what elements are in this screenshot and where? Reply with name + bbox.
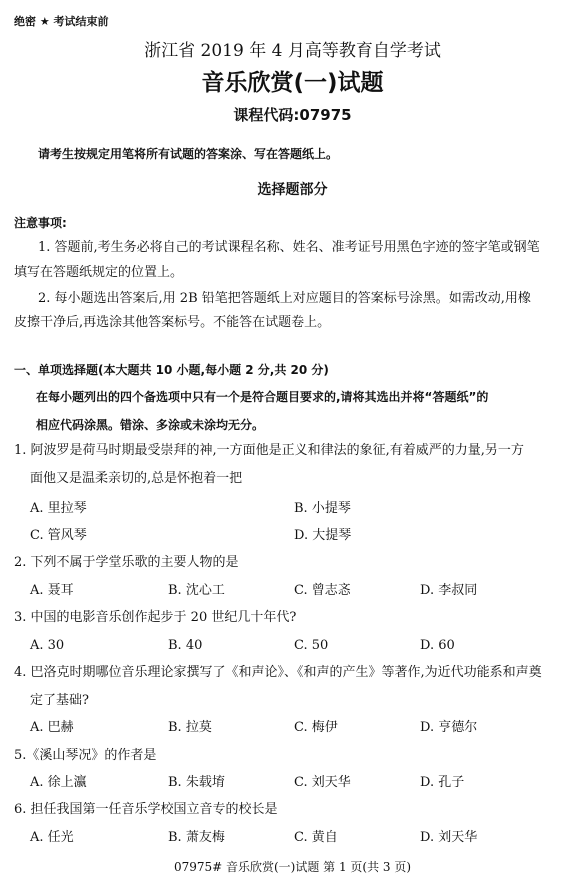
question-4-stem: 4. 巴洛克时期哪位音乐理论家撰写了《和声论》、《和声的产生》等著作,为近代功能系和声奠 (14, 665, 542, 680)
q6-option-b: B. 萧友梅 (168, 830, 225, 845)
q1-option-a: A. 里拉琴 (30, 501, 87, 516)
note-1-line-1: 1. 答题前,考生务必将自己的考试课程名称、姓名、准考证号用黑色字迹的签字笔或钢笔 (38, 240, 540, 255)
q4-option-b: B. 拉莫 (168, 720, 212, 735)
q3-option-c: C. 50 (294, 638, 329, 653)
part1-desc-line-2: 相应代码涂黑。错涂、多涂或未涂均无分。 (36, 418, 265, 432)
note-1-line-2: 填写在答题纸规定的位置上。 (14, 265, 184, 280)
page-title: 音乐欣赏(一)试题 (201, 70, 384, 96)
question-4-stem-cont: 定了基础? (30, 693, 89, 708)
note-2-line-2: 皮擦干净后,再选涂其他答案标号。不能答在试题卷上。 (14, 315, 331, 330)
notes-title: 注意事项: (14, 216, 67, 230)
question-5-stem: 5.《溪山琴况》的作者是 (14, 748, 157, 763)
part1-heading: 一、单项选择题(本大题共 10 小题,每小题 2 分,共 20 分) (14, 363, 329, 377)
q2-option-a: A. 聂耳 (30, 583, 74, 598)
part1-desc-line-1: 在每小题列出的四个备选项中只有一个是符合题目要求的,请将其选出并将“答题纸”的 (36, 390, 489, 404)
q5-option-a: A. 徐上瀛 (30, 775, 87, 790)
q5-option-b: B. 朱载堉 (168, 775, 225, 790)
q6-option-c: C. 黄自 (294, 830, 338, 845)
question-1-stem-cont: 面他又是温柔亲切的,总是怀抱着一把 (30, 471, 243, 486)
section-title: 选择题部分 (257, 182, 328, 198)
secrecy-label: 绝密 ★ 考试结束前 (14, 15, 109, 28)
question-1-stem: 1. 阿波罗是荷马时期最受崇拜的神,一方面他是正义和律法的象征,有着威严的力量,另一方 (14, 443, 524, 458)
q3-option-d: D. 60 (420, 638, 455, 653)
q4-option-a: A. 巴赫 (30, 720, 74, 735)
course-code: 课程代码:07975 (233, 106, 352, 124)
page-footer: 07975# 音乐欣赏(一)试题 第 1 页(共 3 页) (173, 860, 412, 874)
q4-option-d: D. 亨德尔 (420, 720, 478, 735)
exam-name: 浙江省 2019 年 4 月高等教育自学考试 (144, 41, 441, 61)
question-6-stem: 6. 担任我国第一任音乐学校国立音专的校长是 (14, 802, 278, 817)
q5-option-c: C. 刘天华 (294, 775, 351, 790)
q6-option-d: D. 刘天华 (420, 830, 478, 845)
question-3-stem: 3. 中国的电影音乐创作起步于 20 世纪几十年代? (14, 610, 297, 625)
q3-option-b: B. 40 (168, 638, 203, 653)
q2-option-c: C. 曾志忞 (294, 583, 351, 598)
q1-option-d: D. 大提琴 (294, 528, 352, 543)
q3-option-a: A. 30 (30, 638, 65, 653)
q1-option-c: C. 管风琴 (30, 528, 87, 543)
question-2-stem: 2. 下列不属于学堂乐歌的主要人物的是 (14, 555, 239, 570)
answer-instruction: 请考生按规定用笔将所有试题的答案涂、写在答题纸上。 (38, 147, 339, 161)
note-2-line-1: 2. 每小题选出答案后,用 2B 铅笔把答题纸上对应题目的答案标号涂黑。如需改动,用橡 (38, 291, 531, 306)
q6-option-a: A. 任光 (30, 830, 74, 845)
q5-option-d: D. 孔子 (420, 775, 465, 790)
q1-option-b: B. 小提琴 (294, 501, 351, 516)
q2-option-b: B. 沈心工 (168, 583, 225, 598)
q2-option-d: D. 李叔同 (420, 583, 478, 598)
q4-option-c: C. 梅伊 (294, 720, 338, 735)
